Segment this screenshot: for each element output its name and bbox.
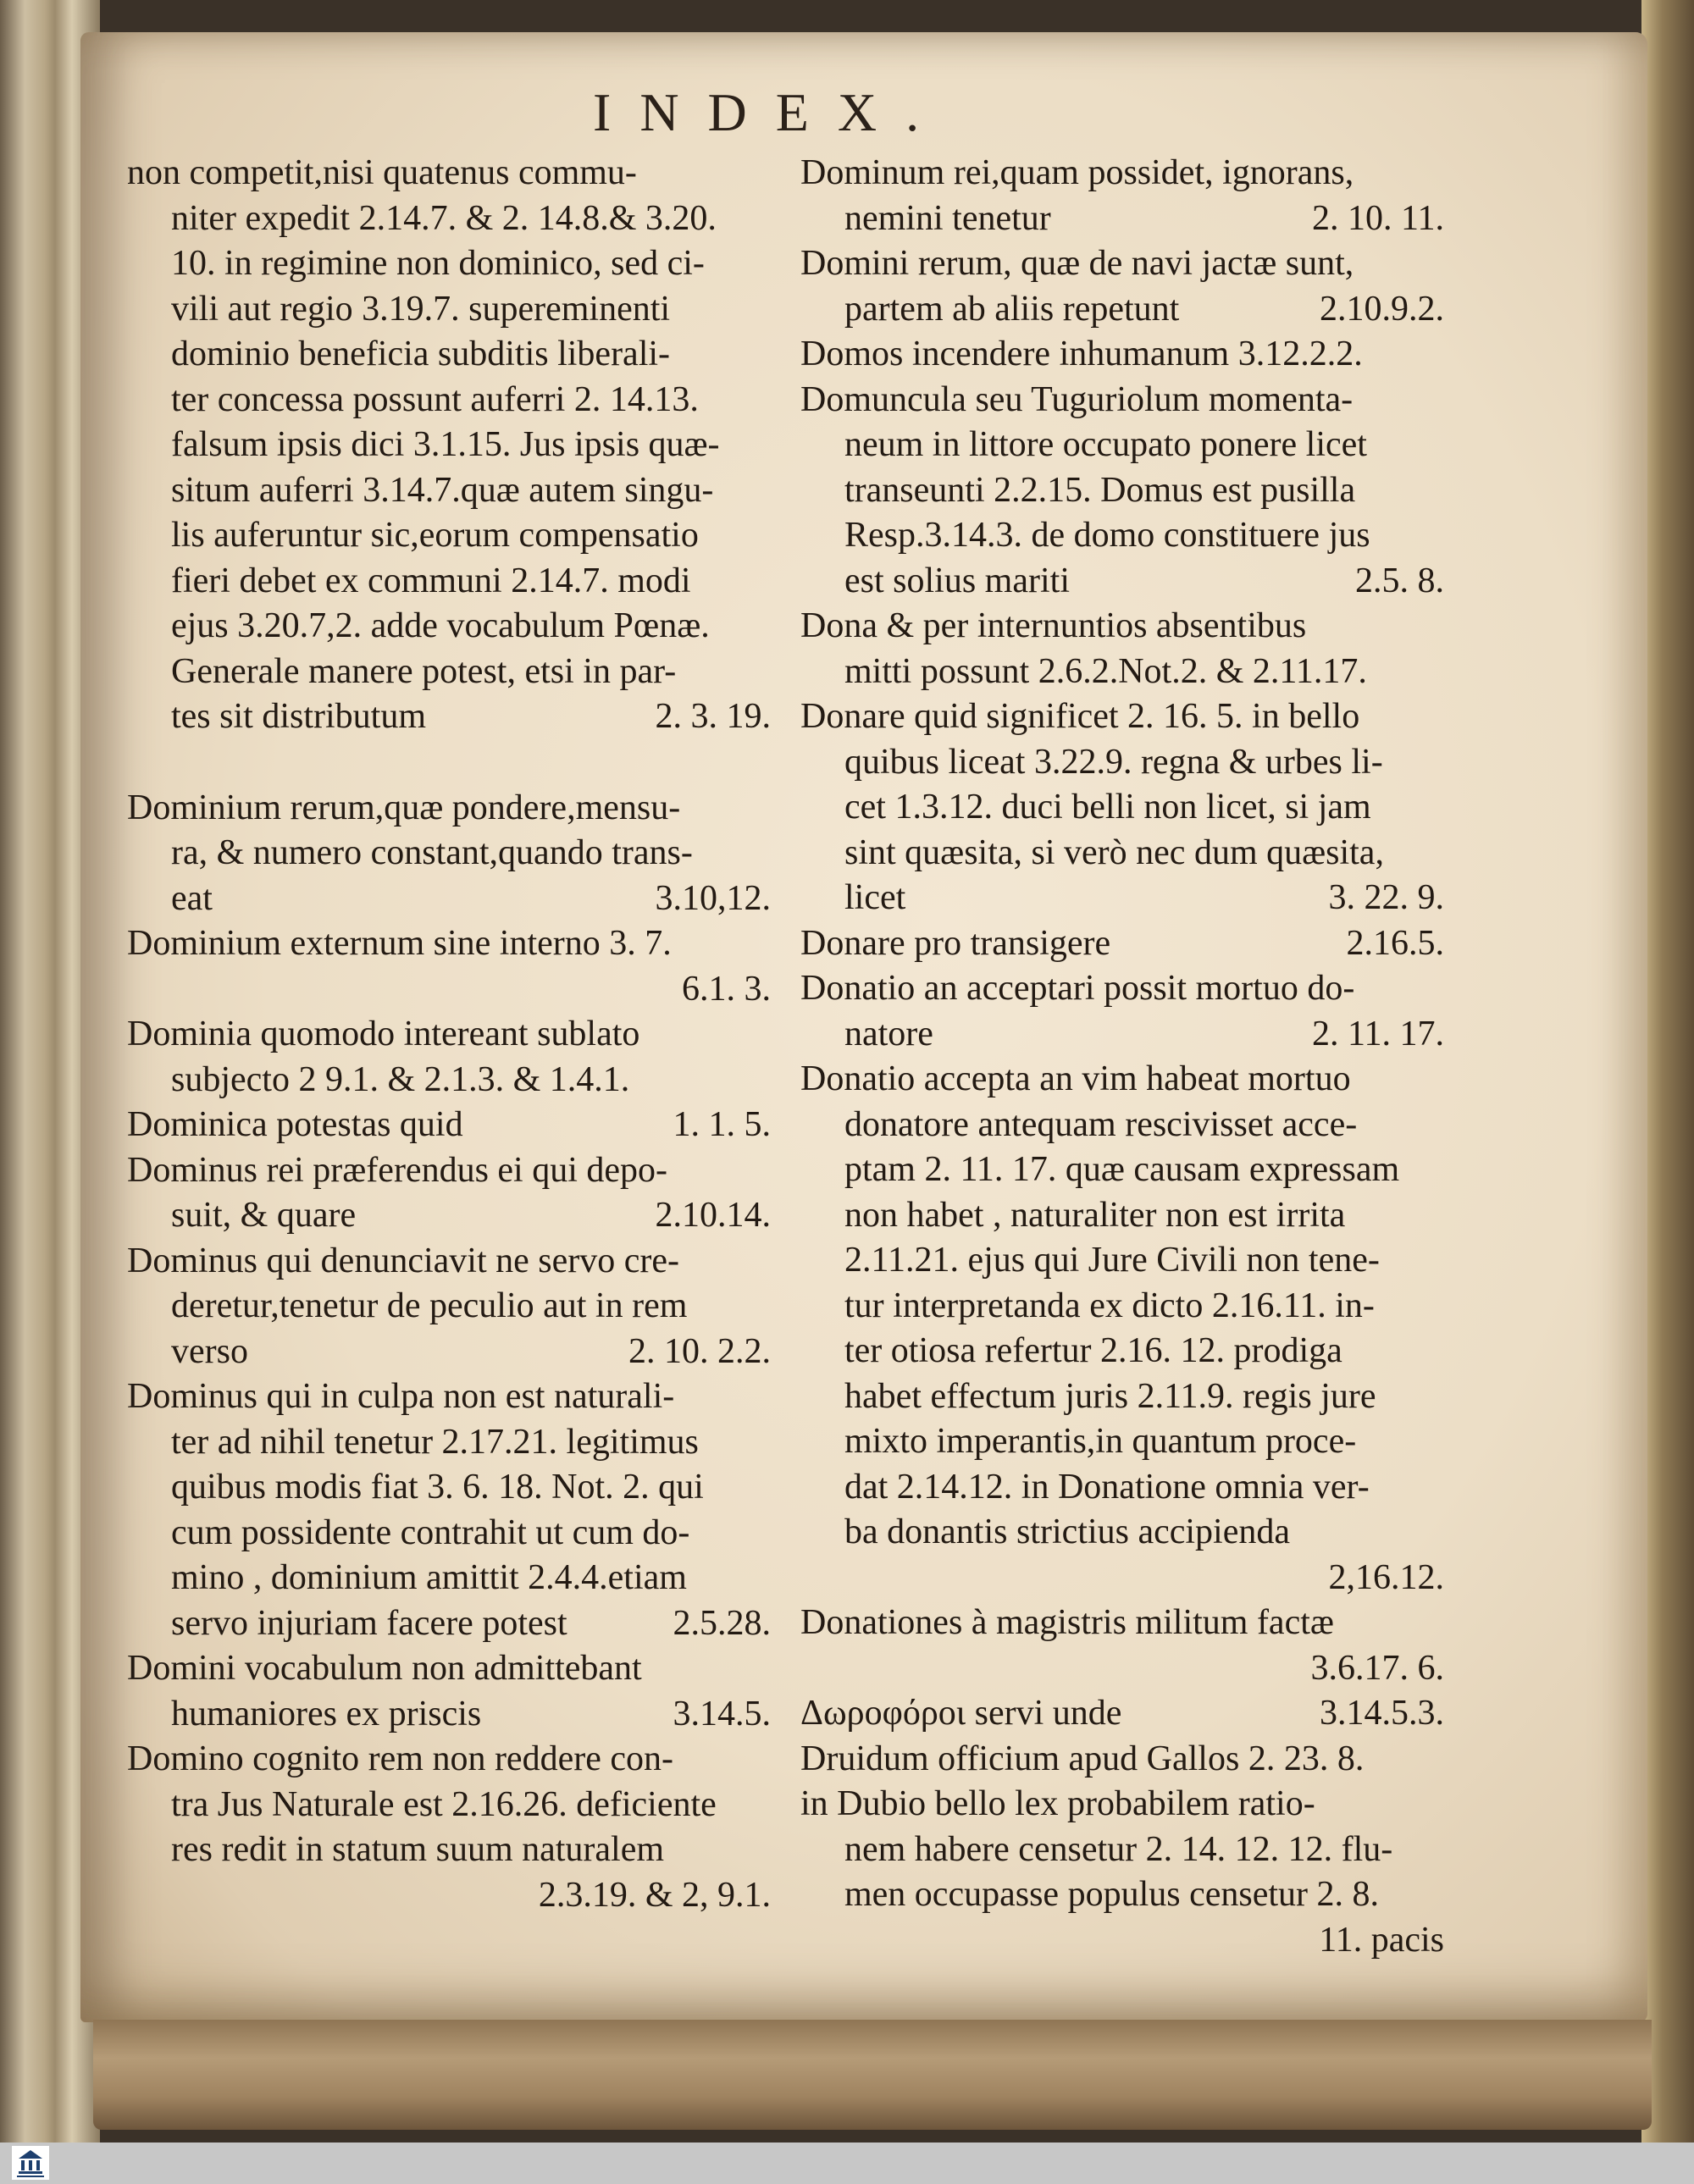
index-line-text: falsum ipsis dici 3.1.15. Jus ipsis quæ-: [171, 425, 720, 464]
index-page-reference: 6.1. 3.: [682, 969, 771, 1009]
index-line: [127, 1511, 771, 1556]
index-line: [127, 423, 771, 468]
index-line-text: donatore antequam rescivisset acce-: [844, 1104, 1358, 1144]
index-line-text: ptam 2. 11. 17. quæ causam expressam: [844, 1150, 1400, 1189]
index-line-text: Donare quid significet 2. 16. 5. in bello: [800, 697, 1360, 736]
index-line: [127, 241, 771, 287]
index-line: [127, 1601, 771, 1647]
page-bottom-edge: [93, 2020, 1652, 2130]
index-line-text: subjecto 2 9.1. & 2.1.3. & 1.4.1.: [171, 1059, 630, 1099]
index-line: [800, 1193, 1444, 1239]
index-line-text: non competit,nisi quatenus commu-: [127, 153, 637, 192]
index-page-reference: 11. pacis: [1319, 1920, 1444, 1960]
index-line: [800, 1419, 1444, 1465]
index-entry: [127, 1103, 771, 1148]
index-line-text: cum possidente contrahit ut cum do-: [171, 1512, 690, 1552]
index-entry: [800, 694, 1444, 921]
index-line-text: Δωροφόροι servi unde: [800, 1694, 1122, 1733]
index-line-text: non habet , naturaliter non est irrita: [844, 1195, 1346, 1235]
index-line-text: dominio beneficia subditis liberali-: [171, 335, 671, 373]
index-line-text: humaniores ex priscis: [171, 1694, 482, 1733]
index-page-reference: 2. 10. 2.2.: [628, 1331, 771, 1371]
index-line-text: niter expedit 2.14.7. & 2. 14.8.& 3.20.: [171, 198, 717, 238]
index-line: [127, 332, 771, 378]
index-line: [127, 786, 771, 832]
index-line: [127, 1420, 771, 1466]
index-line-text: ba donantis strictius accipienda: [844, 1512, 1291, 1551]
index-line-text: natore: [844, 1014, 933, 1053]
index-page-reference: 3.10,12.: [655, 878, 771, 918]
index-line: [800, 1918, 1444, 1964]
index-line: [127, 196, 771, 242]
index-line-text: ter concessa possunt auferri 2. 14.13.: [171, 379, 699, 419]
index-line: [800, 876, 1444, 921]
index-line-text: mino , dominium amittit 2.4.4.etiam: [171, 1558, 687, 1597]
index-page-reference: 3.14.5.: [673, 1694, 771, 1733]
index-line: [127, 513, 771, 559]
index-line-text: quibus liceat 3.22.9. regna & urbes li-: [844, 742, 1383, 782]
index-line: [800, 1510, 1444, 1556]
index-line-text: licet: [844, 878, 906, 917]
index-entry: [800, 1737, 1444, 1783]
index-page-reference: 3.14.5.3.: [1320, 1694, 1444, 1733]
index-line: [800, 1872, 1444, 1918]
index-line: [800, 423, 1444, 468]
index-line-text: Donare pro transigere: [800, 923, 1111, 963]
index-line: [800, 1103, 1444, 1148]
index-line: [800, 1012, 1444, 1058]
index-entry: [127, 921, 771, 1012]
index-line: [800, 1737, 1444, 1783]
index-line: [800, 921, 1444, 967]
index-line-text: partem ab aliis repetunt: [844, 289, 1180, 329]
index-page-reference: 2.5.28.: [673, 1603, 771, 1643]
index-line: [800, 1465, 1444, 1511]
index-line-text: neum in littore occupato ponere licet: [844, 425, 1367, 464]
index-line: [127, 831, 771, 876]
index-line: [800, 1691, 1444, 1737]
index-page-reference: 3. 22. 9.: [1328, 878, 1444, 917]
index-line-text: habet effectum juris 2.11.9. regis jure: [844, 1376, 1376, 1416]
index-line: [800, 831, 1444, 876]
index-line: [800, 1601, 1444, 1646]
index-line-text: sint quæsita, si verò nec dum quæsita,: [844, 832, 1384, 872]
index-entry: [800, 921, 1444, 967]
index-line: [127, 604, 771, 650]
index-line: [800, 1556, 1444, 1601]
index-page-reference: 2. 3. 19.: [655, 697, 771, 736]
index-line: [800, 241, 1444, 287]
index-line-text: Dominus qui in culpa non est naturali-: [127, 1377, 675, 1416]
index-line: [800, 1329, 1444, 1374]
index-line-text: fieri debet ex communi 2.14.7. modi: [171, 561, 691, 600]
index-line: [800, 378, 1444, 423]
index-line-text: mixto imperantis,in quantum proce-: [844, 1422, 1357, 1461]
index-line-text: ra, & numero constant,quando trans-: [171, 833, 693, 872]
index-line: [800, 694, 1444, 740]
index-line: [127, 1737, 771, 1783]
index-line-text: Dominium externum sine interno 3. 7.: [127, 924, 672, 963]
index-page-reference: 2.10.9.2.: [1320, 289, 1444, 329]
index-line: [127, 1193, 771, 1239]
index-line: [800, 1782, 1444, 1827]
index-line-text: suit, & quare: [171, 1196, 357, 1235]
index-entry: [800, 604, 1444, 694]
index-page-reference: 1. 1. 5.: [673, 1105, 771, 1144]
entry-spacer: [127, 740, 771, 786]
index-line: [800, 1827, 1444, 1873]
index-line: [800, 287, 1444, 333]
page-title: INDEX.: [593, 82, 949, 142]
library-logo-icon: [12, 2146, 49, 2180]
index-line-text: cet 1.3.12. duci belli non licet, si jam: [844, 788, 1371, 827]
index-line: [127, 1374, 771, 1420]
index-line-text: Domini rerum, quæ de navi jactæ sunt,: [800, 244, 1354, 283]
index-line-text: situm auferri 3.14.7.quæ autem singu-: [171, 470, 714, 510]
index-line: [127, 876, 771, 922]
index-line-text: Donatio accepta an vim habeat mortuo: [800, 1059, 1351, 1098]
book-cover-edge: [1641, 0, 1694, 2151]
index-entry: [800, 378, 1444, 605]
viewer-footer-bar: [0, 2143, 1694, 2184]
index-line: [800, 966, 1444, 1012]
index-page-reference: 2.3.19. & 2, 9.1.: [538, 1875, 771, 1915]
index-entry: [800, 1057, 1444, 1601]
index-line: [800, 785, 1444, 831]
index-entry: [127, 1239, 771, 1375]
index-page-reference: 2. 10. 11.: [1312, 198, 1444, 238]
index-line: [127, 1284, 771, 1330]
index-entry: [800, 1601, 1444, 1691]
index-line-text: quibus modis fiat 3. 6. 18. Not. 2. qui: [171, 1468, 704, 1507]
index-line-text: res redit in statum suum naturalem: [171, 1830, 665, 1869]
index-page-reference: 2.10.14.: [655, 1196, 771, 1235]
index-entry: [800, 966, 1444, 1057]
index-line-text: Dominus rei præferendus ei qui depo-: [127, 1150, 668, 1190]
index-line-text: Dominum rei,quam possidet, ignorans,: [800, 153, 1354, 192]
index-entry: [127, 1646, 771, 1737]
index-line: [800, 650, 1444, 695]
index-entry: [127, 1012, 771, 1103]
index-line-text: eat: [171, 878, 213, 918]
index-entry: [800, 1782, 1444, 1963]
index-entry: [127, 1737, 771, 1918]
index-line: [127, 287, 771, 333]
index-line: [127, 378, 771, 423]
index-line: [127, 1012, 771, 1058]
index-line: [127, 1330, 771, 1375]
index-line-text: Domuncula seu Tuguriolum momenta-: [800, 379, 1354, 419]
index-line-text: Dominus qui denunciavit ne servo cre-: [127, 1241, 679, 1280]
index-line-text: Donatio an acceptari possit mortuo do-: [800, 969, 1355, 1008]
index-entry: [800, 1691, 1444, 1737]
index-line-text: in Dubio bello lex probabilem ratio-: [800, 1784, 1315, 1823]
index-line: [800, 740, 1444, 786]
index-line: [800, 1057, 1444, 1103]
index-line-text: tur interpretanda ex dicto 2.16.11. in-: [844, 1286, 1375, 1325]
index-page-reference: 2. 11. 17.: [1312, 1014, 1444, 1053]
index-line: [127, 1692, 771, 1738]
index-line: [127, 1873, 771, 1919]
index-line-text: transeunti 2.2.15. Domus est pusilla: [844, 470, 1356, 510]
index-page-reference: 2.16.5.: [1346, 923, 1444, 963]
index-line: [800, 468, 1444, 514]
index-page-reference: 2.5. 8.: [1355, 561, 1444, 600]
index-line: [127, 468, 771, 514]
index-line-text: ter otiosa refertur 2.16. 12. prodiga: [844, 1331, 1342, 1370]
index-line-text: verso: [171, 1331, 248, 1371]
index-line-text: Druidum officium apud Gallos 2. 23. 8.: [800, 1739, 1365, 1778]
index-line-text: men occupasse populus censetur 2. 8.: [844, 1875, 1380, 1914]
index-line: [800, 604, 1444, 650]
index-line: [127, 1148, 771, 1194]
index-line-text: Dominica potestas quid: [127, 1105, 463, 1144]
index-line-text: nemini tenetur: [844, 198, 1051, 238]
index-entry: [127, 1374, 771, 1646]
index-line-text: 10. in regimine non dominico, sed ci-: [171, 244, 705, 283]
index-entry: [800, 332, 1444, 378]
index-line: [127, 650, 771, 695]
index-line: [127, 694, 771, 740]
index-line: [127, 1646, 771, 1692]
index-line-text: Domino cognito rem non reddere con-: [127, 1739, 673, 1778]
index-line: [127, 1239, 771, 1285]
index-page-reference: 2,16.12.: [1328, 1557, 1444, 1597]
index-line-text: Domos incendere inhumanum 3.12.2.2.: [800, 335, 1363, 373]
index-line: [127, 1465, 771, 1511]
index-line-text: tes sit distributum: [171, 697, 427, 736]
index-line-text: Dominia quomodo intereant sublato: [127, 1015, 640, 1053]
index-line: [800, 1147, 1444, 1193]
index-line-text: dat 2.14.12. in Donatione omnia ver-: [844, 1467, 1370, 1507]
index-column-right: [800, 151, 1444, 1963]
index-line: [800, 151, 1444, 196]
index-entry: [800, 151, 1444, 241]
index-line: [800, 1646, 1444, 1692]
index-line-text: Domini vocabulum non admittebant: [127, 1649, 642, 1688]
index-entry: [127, 1148, 771, 1239]
index-line-text: ejus 3.20.7,2. adde vocabulum Pœnæ.: [171, 606, 710, 645]
index-line-text: Dona & per internuntios absentibus: [800, 606, 1307, 645]
index-line: [800, 1374, 1444, 1420]
index-line-text: est solius mariti: [844, 561, 1070, 600]
index-line: [127, 1103, 771, 1148]
index-line-text: Dominium rerum,quæ pondere,mensu-: [127, 788, 681, 827]
index-line: [127, 967, 771, 1013]
index-line: [127, 1827, 771, 1873]
index-line-text: ter ad nihil tenetur 2.17.21. legitimus: [171, 1422, 699, 1462]
index-line: [800, 1238, 1444, 1284]
index-line: [800, 513, 1444, 559]
index-page-reference: 3.6.17. 6.: [1310, 1648, 1444, 1688]
index-line: [127, 151, 771, 196]
index-line: [127, 1783, 771, 1828]
index-line: [800, 1284, 1444, 1330]
index-entry: [800, 241, 1444, 332]
index-line-text: vili aut regio 3.19.7. supereminenti: [171, 289, 671, 329]
index-entry: [127, 151, 771, 740]
index-line-text: 2.11.21. ejus qui Jure Civili non tene-: [844, 1241, 1380, 1280]
index-line-text: Generale manere potest, etsi in par-: [171, 651, 677, 691]
index-line: [127, 1556, 771, 1601]
index-line: [127, 921, 771, 967]
adjacent-page-text: [3, 34, 37, 2066]
index-line-text: tra Jus Naturale est 2.16.26. deficiente: [171, 1784, 717, 1824]
index-line-text: mitti possunt 2.6.2.Not.2. & 2.11.17.: [844, 651, 1367, 691]
index-line-text: Resp.3.14.3. de domo constituere jus: [844, 516, 1370, 555]
index-line-text: Donationes à magistris militum factæ: [800, 1603, 1334, 1642]
index-line: [127, 1058, 771, 1103]
index-line: [800, 332, 1444, 378]
index-line: [800, 196, 1444, 242]
index-line-text: servo injuriam facere potest: [171, 1603, 567, 1643]
index-line: [800, 559, 1444, 605]
index-column-left: [127, 151, 771, 1918]
index-line-text: deretur,tenetur de peculio aut in rem: [171, 1286, 688, 1325]
index-line-text: lis auferuntur sic,eorum compensatio: [171, 516, 699, 555]
index-line-text: nem habere censetur 2. 14. 12. 12. flu-: [844, 1829, 1393, 1869]
index-entry: [127, 786, 771, 922]
index-line: [127, 559, 771, 605]
